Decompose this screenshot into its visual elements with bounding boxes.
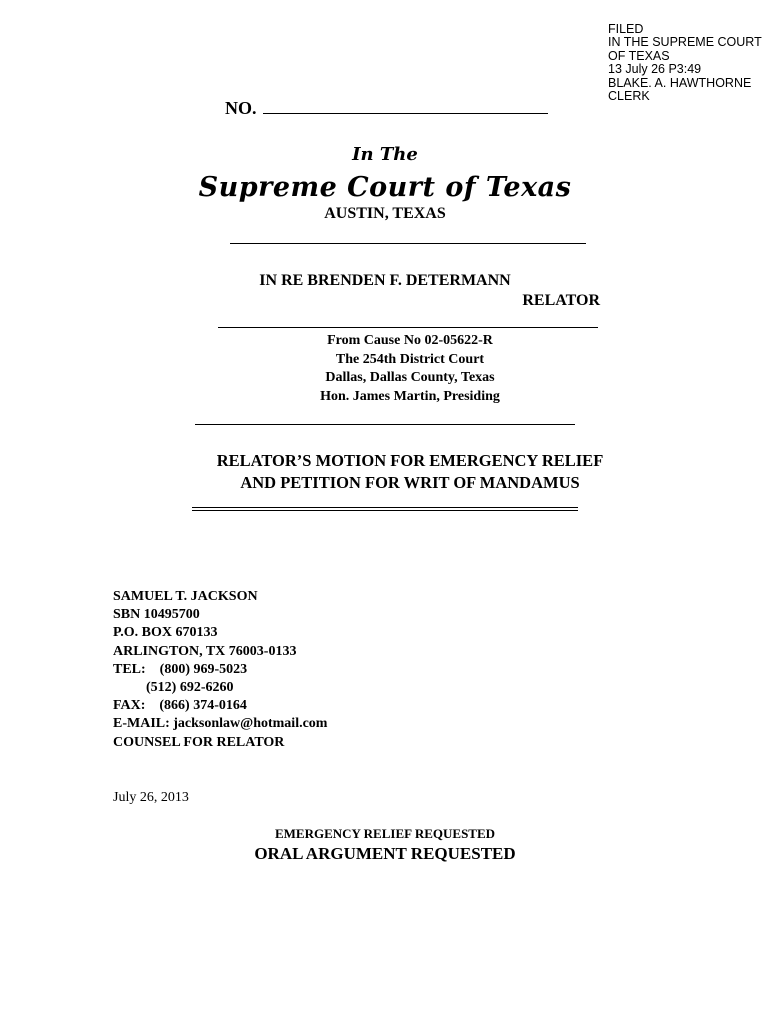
counsel-name: SAMUEL T. JACKSON <box>113 589 258 604</box>
counsel-block <box>113 588 327 752</box>
stamp-line: CLERK <box>608 89 650 104</box>
stamp-line: OF TEXAS <box>608 48 670 63</box>
court-name: Supreme Court of Texas <box>198 172 572 203</box>
court-city: AUSTIN, TEXAS <box>324 205 446 222</box>
counsel-tel: TEL: (800) 969-5023 <box>113 661 248 677</box>
divider-rule <box>192 507 578 508</box>
counsel-tel-alt: (512) 692-6260 <box>146 680 234 696</box>
party-role: RELATOR <box>522 292 600 309</box>
stamp-line: 13 July 26 P3:49 <box>608 62 702 77</box>
motion-title-line: RELATOR’S MOTION FOR EMERGENCY RELIEF <box>216 451 604 470</box>
stamp-line: BLAKE. A. HAWTHORNE <box>608 75 752 90</box>
case-number-blank <box>263 95 548 114</box>
in-re-party: IN RE BRENDEN F. DETERMANN <box>259 272 511 289</box>
court-in-the: In The <box>352 144 418 165</box>
divider-rule <box>195 424 575 425</box>
stamp-line: IN THE SUPREME COURT <box>608 35 762 50</box>
filing-date: July 26, 2013 <box>113 790 189 805</box>
counsel-sbn: SBN 10495700 <box>113 607 200 623</box>
case-number-line <box>225 95 548 119</box>
motion-title-line: AND PETITION FOR WRIT OF MANDAMUS <box>240 473 580 492</box>
cause-block <box>0 332 770 406</box>
counsel-email: E-MAIL: jacksonlaw@hotmail.com <box>113 716 328 732</box>
filing-stamp <box>608 23 768 103</box>
divider-rule <box>218 327 598 328</box>
cause-line: The 254th District Court <box>335 351 485 367</box>
counsel-fax: FAX: (866) 374-0164 <box>113 698 247 714</box>
divider-rule <box>230 243 586 244</box>
cause-line: From Cause No 02-05622-R <box>327 333 493 348</box>
counsel-role: COUNSEL FOR RELATOR <box>113 734 285 750</box>
counsel-po-box: P.O. BOX 670133 <box>113 625 218 641</box>
counsel-city: ARLINGTON, TX 76003-0133 <box>113 643 297 659</box>
emergency-relief-request: EMERGENCY RELIEF REQUESTED <box>274 826 496 841</box>
cause-line: Dallas, Dallas County, Texas <box>325 370 495 385</box>
oral-argument-request: ORAL ARGUMENT REQUESTED <box>254 844 516 863</box>
case-number-label: NO. <box>225 98 257 118</box>
stamp-line: FILED <box>608 22 644 36</box>
divider-rule <box>192 510 578 511</box>
cause-line: Hon. James Martin, Presiding <box>320 388 500 404</box>
motion-title <box>0 450 770 494</box>
